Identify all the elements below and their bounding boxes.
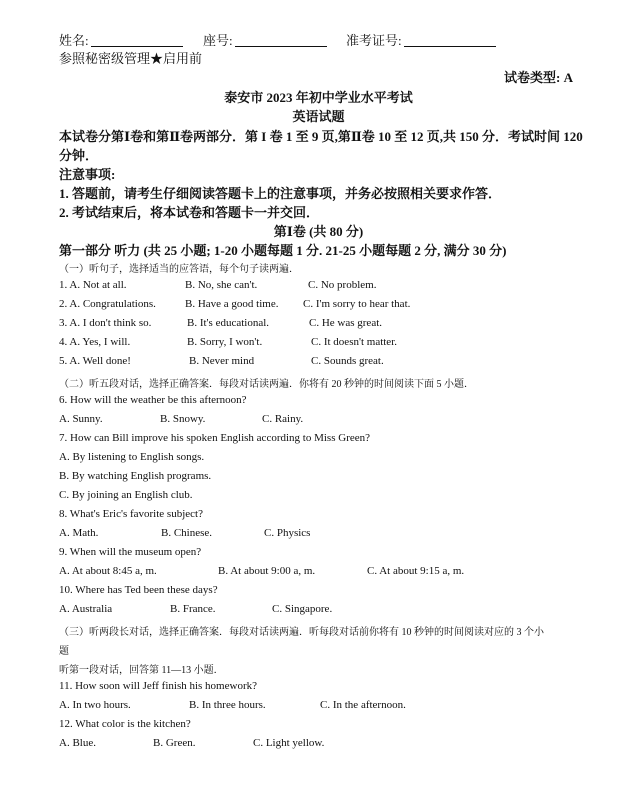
seat-field xyxy=(203,30,327,49)
question-8-stem: 8. What's Eric's favorite subject? xyxy=(59,508,203,520)
option-a: A. At about 8:45 a, m. xyxy=(59,565,157,577)
name-label: 姓名: xyxy=(59,33,89,48)
option-b: B. It's educational. xyxy=(187,317,270,329)
question-4 xyxy=(59,336,578,350)
option-a: A. Math. xyxy=(59,527,99,539)
option-b: B. Have a good time. xyxy=(185,298,279,310)
section3-instructions-cont: 题 xyxy=(59,646,69,657)
question-11-stem: 11. How soon will Jeff finish his homework? xyxy=(59,680,257,692)
option-a: A. Blue. xyxy=(59,737,96,749)
option-c: C. I'm sorry to hear that. xyxy=(303,298,411,310)
section2-instructions: （二）听五段对话，选择正确答案．每段对话读两遍．你将有 20 秒钟的时间阅读下面 5 小题． xyxy=(59,379,474,390)
question-5 xyxy=(59,355,578,369)
option-c: C. Rainy. xyxy=(262,413,304,425)
question-9-stem: 9. When will the museum open? xyxy=(59,546,202,558)
section1-instructions: （一）听句子，选择适当的应答语，每个句子读两遍． xyxy=(59,264,299,275)
option-a: 3. A. I don't think so. xyxy=(59,317,152,329)
name-blank xyxy=(91,34,183,47)
option-a: 1. A. Not at all. xyxy=(59,279,127,291)
question-11-options xyxy=(59,699,578,713)
option-b: B. Snowy. xyxy=(160,413,206,425)
option-b: B. At about 9:00 a, m. xyxy=(218,565,316,577)
option-b: B. Chinese. xyxy=(161,527,213,539)
question-6-options xyxy=(59,413,578,427)
option-c: C. Singapore. xyxy=(272,603,333,615)
question-10-options xyxy=(59,603,578,617)
seat-blank xyxy=(235,34,327,47)
question-9-options xyxy=(59,565,578,579)
question-7-option-c: C. By joining an English club. xyxy=(59,489,193,501)
option-c: C. It doesn't matter. xyxy=(311,336,397,348)
intro-line-2: 分钟． xyxy=(59,148,99,163)
option-b: B. Green. xyxy=(153,737,196,749)
name-field xyxy=(59,30,183,49)
notes-heading: 注意事项: xyxy=(59,167,116,182)
question-8-options xyxy=(59,527,578,541)
question-12-stem: 12. What color is the kitchen? xyxy=(59,718,191,730)
option-c: C. Physics xyxy=(264,527,311,539)
question-6-stem: 6. How will the weather be this afternoon? xyxy=(59,394,247,406)
option-b: B. France. xyxy=(170,603,216,615)
option-a: 2. A. Congratulations. xyxy=(59,298,156,310)
seat-label: 座号: xyxy=(203,33,233,48)
exam-number-field xyxy=(346,30,496,49)
exam-number-label: 准考证号: xyxy=(346,33,402,48)
option-c: C. At about 9:15 a, m. xyxy=(367,565,465,577)
intro-line-1: 本试卷分第Ⅰ卷和第Ⅱ卷两部分．第 I 卷 1 至 9 页,第Ⅱ卷 10 至 12 页,共 150 分．考试时间 120 xyxy=(59,129,583,144)
question-3 xyxy=(59,317,578,331)
note-2: 2. 考试结束后，将本试卷和答题卡一并交回． xyxy=(59,205,320,220)
option-a: A. Sunny. xyxy=(59,413,103,425)
volume-heading: 第Ⅰ卷 (共 80 分) xyxy=(273,224,364,239)
note-1: 1. 答题前，请考生仔细阅读答题卡上的注意事项，并务必按照相关要求作答． xyxy=(59,186,502,201)
exam-number-blank xyxy=(404,34,496,47)
option-c: C. Light yellow. xyxy=(253,737,325,749)
option-a: A. In two hours. xyxy=(59,699,131,711)
question-12-options xyxy=(59,737,578,751)
option-b: B. Never mind xyxy=(189,355,255,367)
option-c: C. Sounds great. xyxy=(311,355,384,367)
question-2 xyxy=(59,298,578,312)
exam-title: 泰安市 2023 年初中学业水平考试 xyxy=(224,90,413,105)
option-a: A. Australia xyxy=(59,603,113,615)
option-b: B. Sorry, I won't. xyxy=(187,336,263,348)
part1-heading: 第一部分 听力 (共 25 小题; 1-20 小题每题 1 分. 21-25 小题每题 2 分, 满分 30 分) xyxy=(59,243,507,258)
option-b: B. No, she can't. xyxy=(185,279,258,291)
question-7-stem: 7. How can Bill improve his spoken English according to Miss Green? xyxy=(59,432,371,444)
option-a: 4. A. Yes, I will. xyxy=(59,336,131,348)
question-7-option-b: B. By watching English programs. xyxy=(59,470,212,482)
paper-type: 试卷类型: A xyxy=(504,70,573,85)
question-10-stem: 10. Where has Ted been these days? xyxy=(59,584,218,596)
section3-instructions: （三）听两段长对话，选择正确答案．每段对话读两遍．听每段对话前你将有 10 秒钟的时间阅读对应的 3 个小 xyxy=(59,627,544,638)
option-c: C. In the afternoon. xyxy=(320,699,406,711)
secret-note: 参照秘密级管理★启用前 xyxy=(59,51,203,66)
option-c: C. No problem. xyxy=(308,279,377,291)
question-1 xyxy=(59,279,578,293)
option-b: B. In three hours. xyxy=(189,699,266,711)
option-c: C. He was great. xyxy=(309,317,383,329)
exam-subtitle: 英语试题 xyxy=(292,109,345,124)
question-7-option-a: A. By listening to English songs. xyxy=(59,451,205,463)
option-a: 5. A. Well done! xyxy=(59,355,131,367)
section3-first-dialogue: 听第一段对话，回答第 11—13 小题． xyxy=(59,665,224,676)
